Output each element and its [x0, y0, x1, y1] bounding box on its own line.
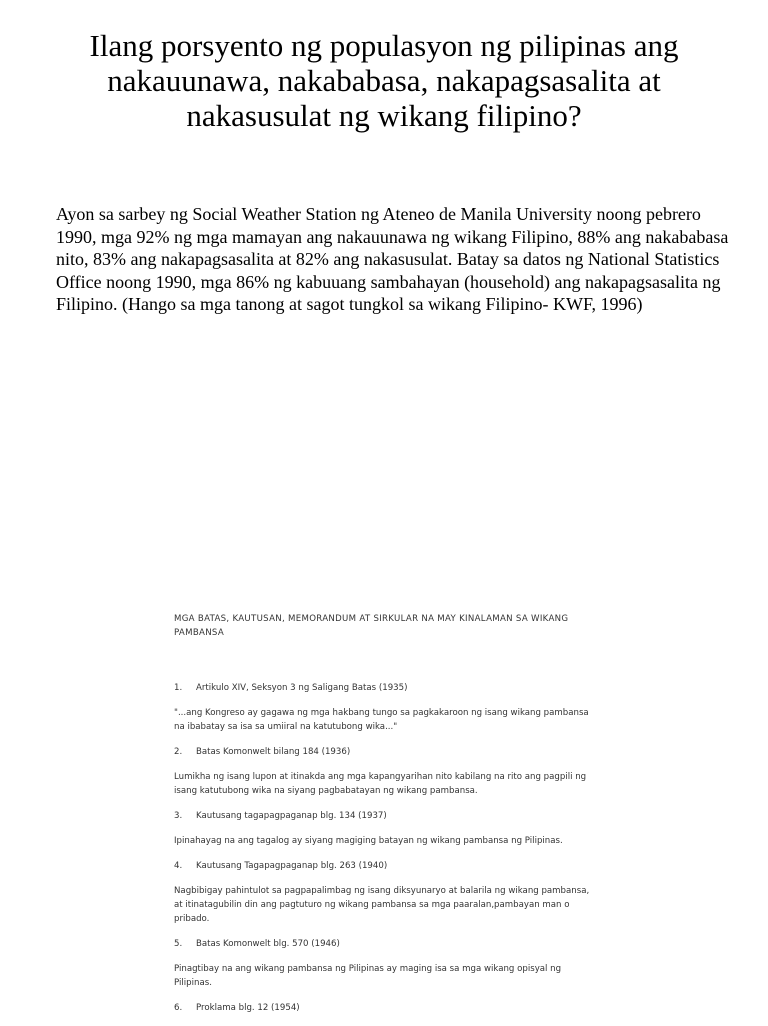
item-description: Ipinahayag na ang tagalog ay siyang magiging batayan ng wikang pambansa ng Pilipinas.: [174, 836, 563, 846]
item-number: 5.: [174, 939, 183, 949]
scan-heading: MGA BATAS, KAUTUSAN, MEMORANDUM AT SIRKULAR NA MAY KINALAMAN SA WIKANG PAMBANSA: [174, 614, 569, 638]
item-description: Lumikha ng isang lupon at itinakda ang mga kapangyarihan nito kabilang na rito ang pagpili ng isang katutubong wika na siyang pagbabatayan ng wikang pambansa.: [174, 772, 587, 796]
scanned-document-excerpt: [174, 612, 594, 1026]
list-item: [174, 1001, 594, 1015]
list-item: [174, 745, 594, 798]
list-item: [174, 937, 594, 990]
list-item: [174, 859, 594, 926]
body-paragraph: Ayon sa sarbey ng Social Weather Station ng Ateneo de Manila University noong pebrero 1990, mga 92% ng mga mamayan ang nakauunawa ng wikang Filipino, 88% ang nakababasa nito, 83% ang nakapagsasalita at 82% ang nakasusulat. Batay sa datos ng National Statistics Office noong 1990, mga 86% ng kabuuang sambahayan (household) ang nakapagsasalita ng Filipino. (Hango sa mga tanong at sagot tungkol sa wikang Filipino- KWF, 1996): [56, 204, 729, 314]
list-item: [174, 681, 594, 734]
item-number: 1.: [174, 683, 183, 693]
item-number: 3.: [174, 811, 183, 821]
item-title: Artikulo XIV, Seksyon 3 ng Saligang Batas (1935): [196, 683, 408, 693]
item-description: Pinagtibay na ang wikang pambansa ng Pilipinas ay maging isa sa mga wikang opisyal ng Pilipinas.: [174, 964, 562, 988]
item-description: "...ang Kongreso ay gagawa ng mga hakbang tungo sa pagkakaroon ng isang wikang pambansa na ibabatay sa isa sa umiiral na katutubong wika...": [174, 708, 589, 732]
item-title: Proklama blg. 12 (1954): [196, 1003, 300, 1013]
item-title: Kautusang tagapagpaganap blg. 134 (1937): [196, 811, 387, 821]
item-number: 2.: [174, 747, 183, 757]
item-title: Kautusang Tagapagpaganap blg. 263 (1940): [196, 861, 388, 871]
item-title: Batas Komonwelt bilang 184 (1936): [196, 747, 351, 757]
list-item: [174, 809, 594, 848]
item-title: Batas Komonwelt blg. 570 (1946): [196, 939, 340, 949]
item-number: 6.: [174, 1003, 183, 1013]
item-description: Nagbibigay pahintulot sa pagpapalimbag ng isang diksyunaryo at balarila ng wikang pambansa, at itinatagubilin din ang pagtuturo ng wikang pambansa sa mga paaralan,pambayan man o pribado.: [174, 886, 590, 924]
page-title: Ilang porsyento ng populasyon ng pilipinas ang nakauunawa, nakababasa, nakapagsasalita at nakasusulat ng wikang filipino?: [89, 28, 679, 133]
item-number: 4.: [174, 861, 183, 871]
